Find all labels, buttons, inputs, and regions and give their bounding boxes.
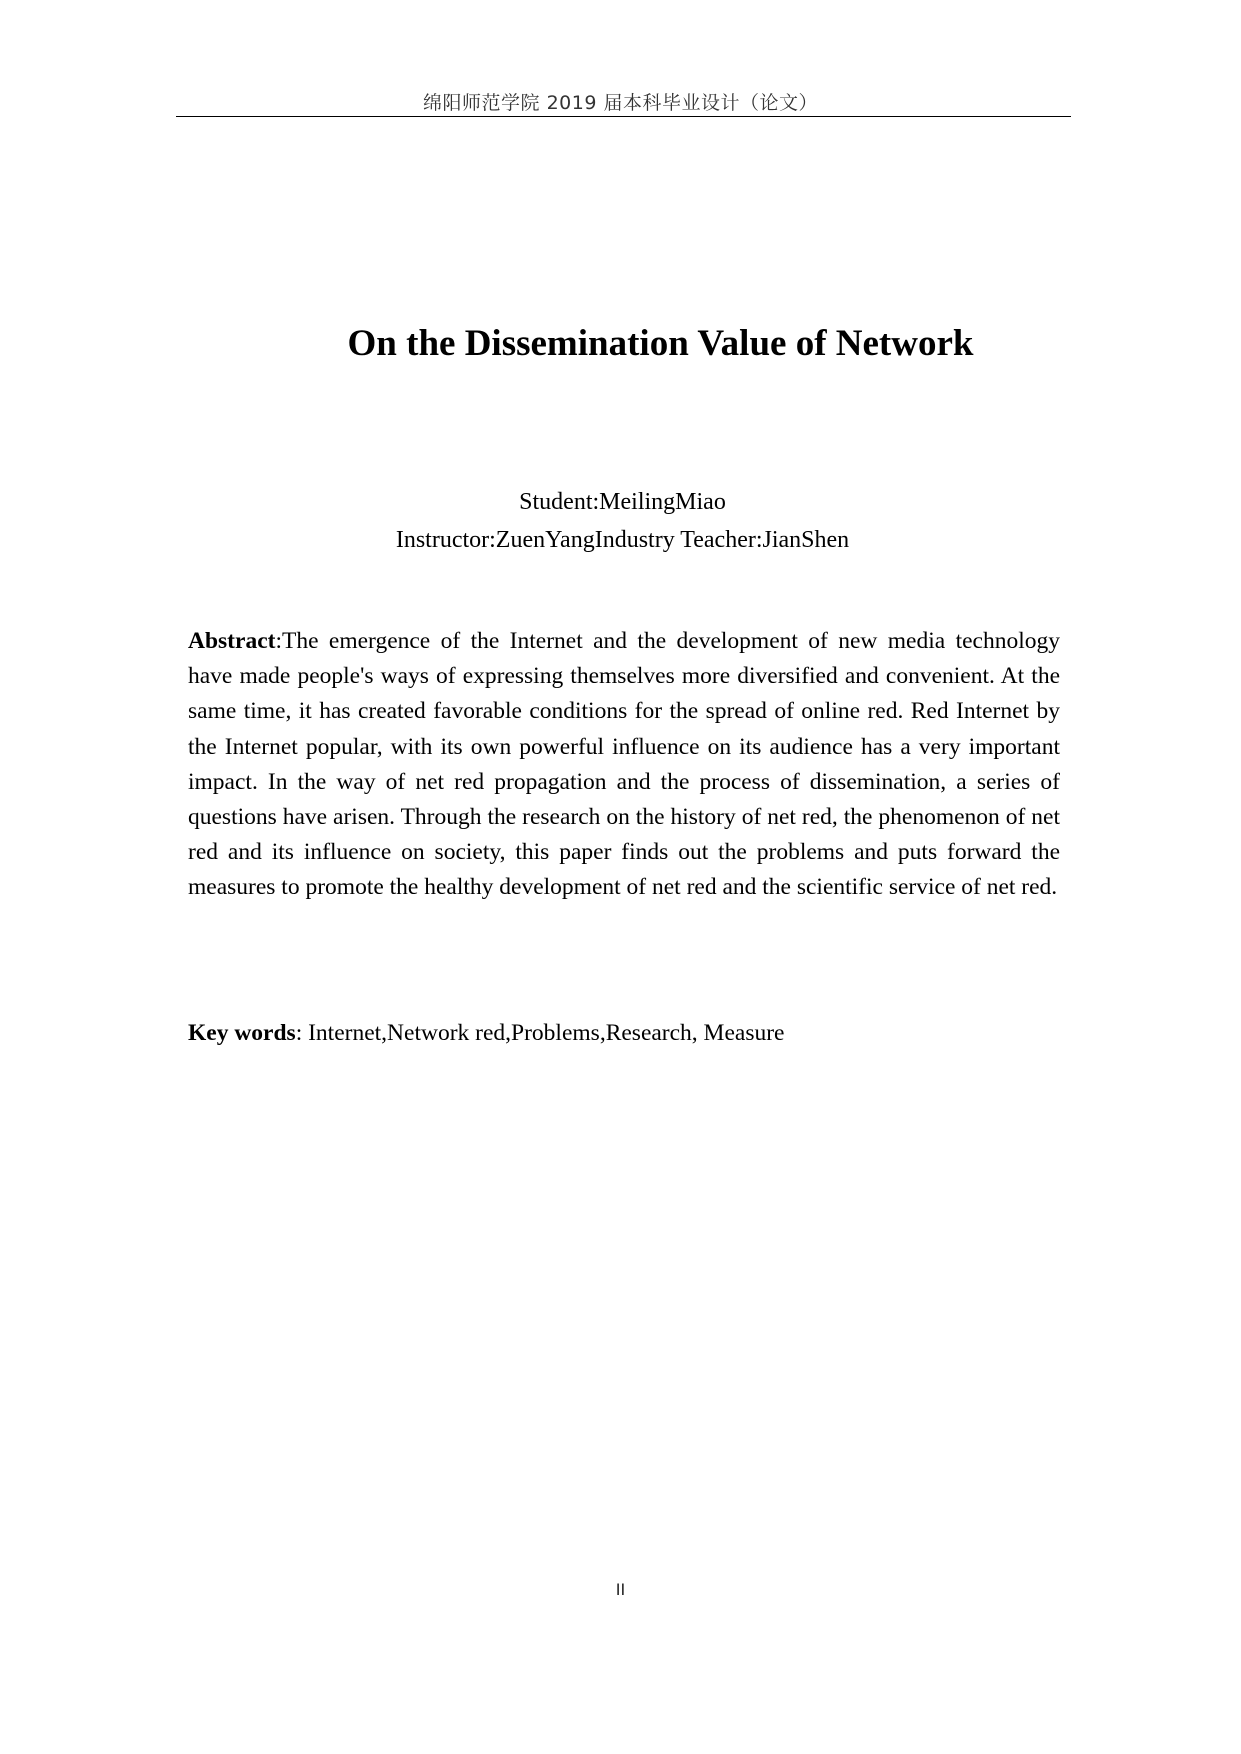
abstract-label: Abstract bbox=[188, 628, 276, 654]
running-header: 绵阳师范学院 2019 届本科毕业设计（论文） bbox=[423, 92, 818, 114]
keywords-label: Key words bbox=[188, 1020, 296, 1046]
page-number: II bbox=[615, 1580, 626, 1599]
keywords-line bbox=[188, 1016, 1060, 1051]
abstract-text: :The emergence of the Internet and the development of new media technology have made people's ways of expressing themselves more diversified and convenient. At the same time, it has created favorable conditions for the spread of online red. Red Internet by the Internet popular, with its own powerful influence on its audience has a very important impact. In the way of net red propagation and the process of dissemination, a series of questions have arisen. Through the research on the history of net red, the phenomenon of net red and its influence on society, this paper finds out the problems and puts forward the measures to promote the healthy development of net red and the scientific service of net red. bbox=[188, 628, 1060, 901]
instructor-names: Instructor:ZuenYangIndustry Teacher:JianShen bbox=[395, 527, 850, 553]
paper-title: On the Dissemination Value of Network bbox=[347, 323, 974, 364]
header-rule bbox=[176, 116, 1071, 117]
student-name: Student:MeilingMiao bbox=[519, 489, 726, 515]
abstract-paragraph bbox=[188, 624, 1060, 906]
byline bbox=[0, 483, 1241, 559]
keywords-text: : Internet,Network red,Problems,Research, Measure bbox=[295, 1020, 785, 1046]
